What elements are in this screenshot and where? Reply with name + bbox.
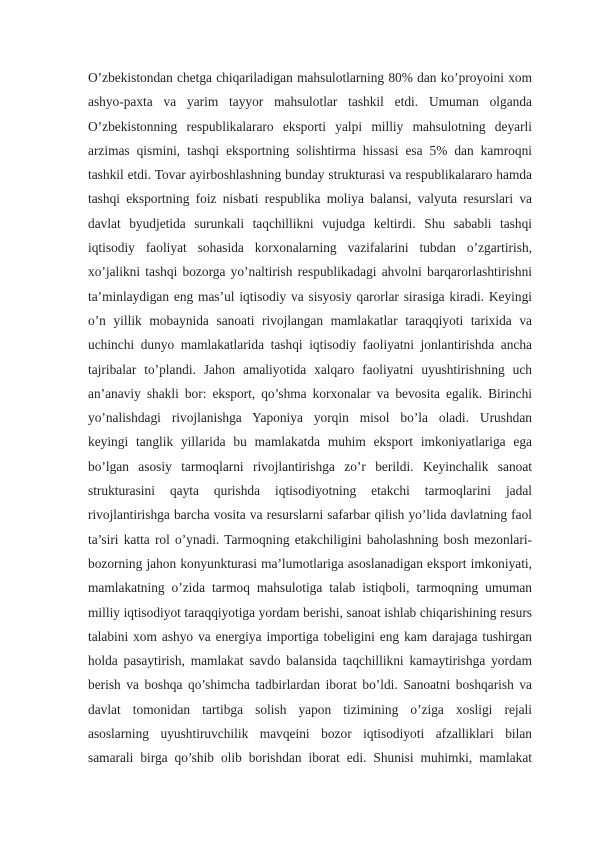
text-line: ashyo-paxta va yarim tayyor mahsulotlar tashkil etdi. Umuman olganda	[88, 94, 532, 110]
text-line: milliy iqtisodiyot taraqqiyotiga yordam berishi, sanoat ishlab chiqarishining resurs	[88, 604, 532, 620]
text-line: berish va boshqa qo’shimcha tadbirlardan iborat bo’ldi. Sanoatni boshqarish va	[88, 677, 532, 693]
text-line: keyingi tanglik yillarida bu mamlakatda muhim eksport imkoniyatlariga ega	[88, 434, 532, 450]
text-line: holda pasaytirish, mamlakat savdo balansida taqchillikni kamaytirishga yordam	[88, 653, 532, 669]
text-line: strukturasini qayta qurishda iqtisodiyotning etakchi tarmoqlarini jadal	[88, 483, 532, 499]
text-line: asoslarning uyushtiruvchilik mavqeini bozor iqtisodiyoti afzalliklari bilan	[88, 726, 532, 742]
text-line: davlat tomonidan tartibga solish yapon tizimining o’ziga xosligi rejali	[88, 701, 532, 717]
text-line: bo’lgan asosiy tarmoqlarni rivojlantirishga zo’r berildi. Keyinchalik sanoat	[88, 458, 532, 474]
text-line: o’n yillik mobaynida sanoati rivojlangan mamlakatlar taraqqiyoti tarixida va	[88, 312, 532, 328]
text-line: an’anaviy shakli bor: eksport, qo’shma korxonalar va bevosita egalik. Birinchi	[88, 385, 532, 401]
text-line: iqtisodiy faoliyat sohasida korxonalarning vazifalarini tubdan o’zgartirish,	[88, 240, 532, 256]
text-line: O’zbekistonning respublikalararo eksporti yalpi milliy mahsulotning deyarli	[88, 118, 532, 134]
text-line: rivojlantirishga barcha vosita va resurslarni safarbar qilish yo’lida davlatning faol	[88, 507, 532, 523]
text-line: tajribalar to’plandi. Jahon amaliyotida xalqaro faoliyatni uyushtirishning uch	[88, 361, 532, 377]
text-line: uchinchi dunyo mamlakatlarida tashqi iqtisodiy faoliyatni jonlantirishda ancha	[88, 337, 532, 353]
text-line: davlat byudjetida surunkali taqchillikni vujudga keltirdi. Shu sababli tashqi	[88, 215, 532, 231]
text-line: ta’minlaydigan eng mas’ul iqtisodiy va sisyosiy qarorlar sirasiga kiradi. Keyingi	[88, 288, 532, 304]
text-line: tashkil etdi. Tovar ayirboshlashning bunday strukturasi va respublikalararo hamda	[88, 167, 532, 183]
text-line: O’zbekistondan chetga chiqariladigan mahsulotlarning 80% dan ko’proyoini xom	[88, 70, 532, 85]
text-line: talabini xom ashyo va energiya importiga tobeligini eng kam darajaga tushirgan	[88, 628, 532, 644]
body-paragraph	[88, 66, 532, 771]
text-line: samarali birga qo’shib olib borishdan iborat edi. Shunisi muhimki, mamlakat	[88, 750, 532, 766]
text-line: bozorning jahon konyunkturasi ma’lumotlariga asoslanadigan eksport imkoniyati,	[88, 555, 532, 571]
text-line: arzimas qismini, tashqi eksportning solishtirma hissasi esa 5% dan kamroqni	[88, 142, 532, 158]
text-line: tashqi eksportning foiz nisbati respublika moliya balansi, valyuta resurslari va	[88, 191, 532, 207]
text-line: yo’nalishdagi rivojlanishga Yaponiya yorqin misol bo’la oladi. Urushdan	[88, 410, 532, 426]
text-line: ta’siri katta rol o’ynadi. Tarmoqning etakchiligini baholashning bosh mezonlari-	[88, 531, 532, 547]
text-line: mamlakatning o’zida tarmoq mahsulotiga talab istiqboli, tarmoqning umuman	[88, 580, 532, 596]
text-line: xo’jalikni tashqi bozorga yo’naltirish respublikadagi ahvolni barqarorlashtirishni	[88, 264, 532, 280]
